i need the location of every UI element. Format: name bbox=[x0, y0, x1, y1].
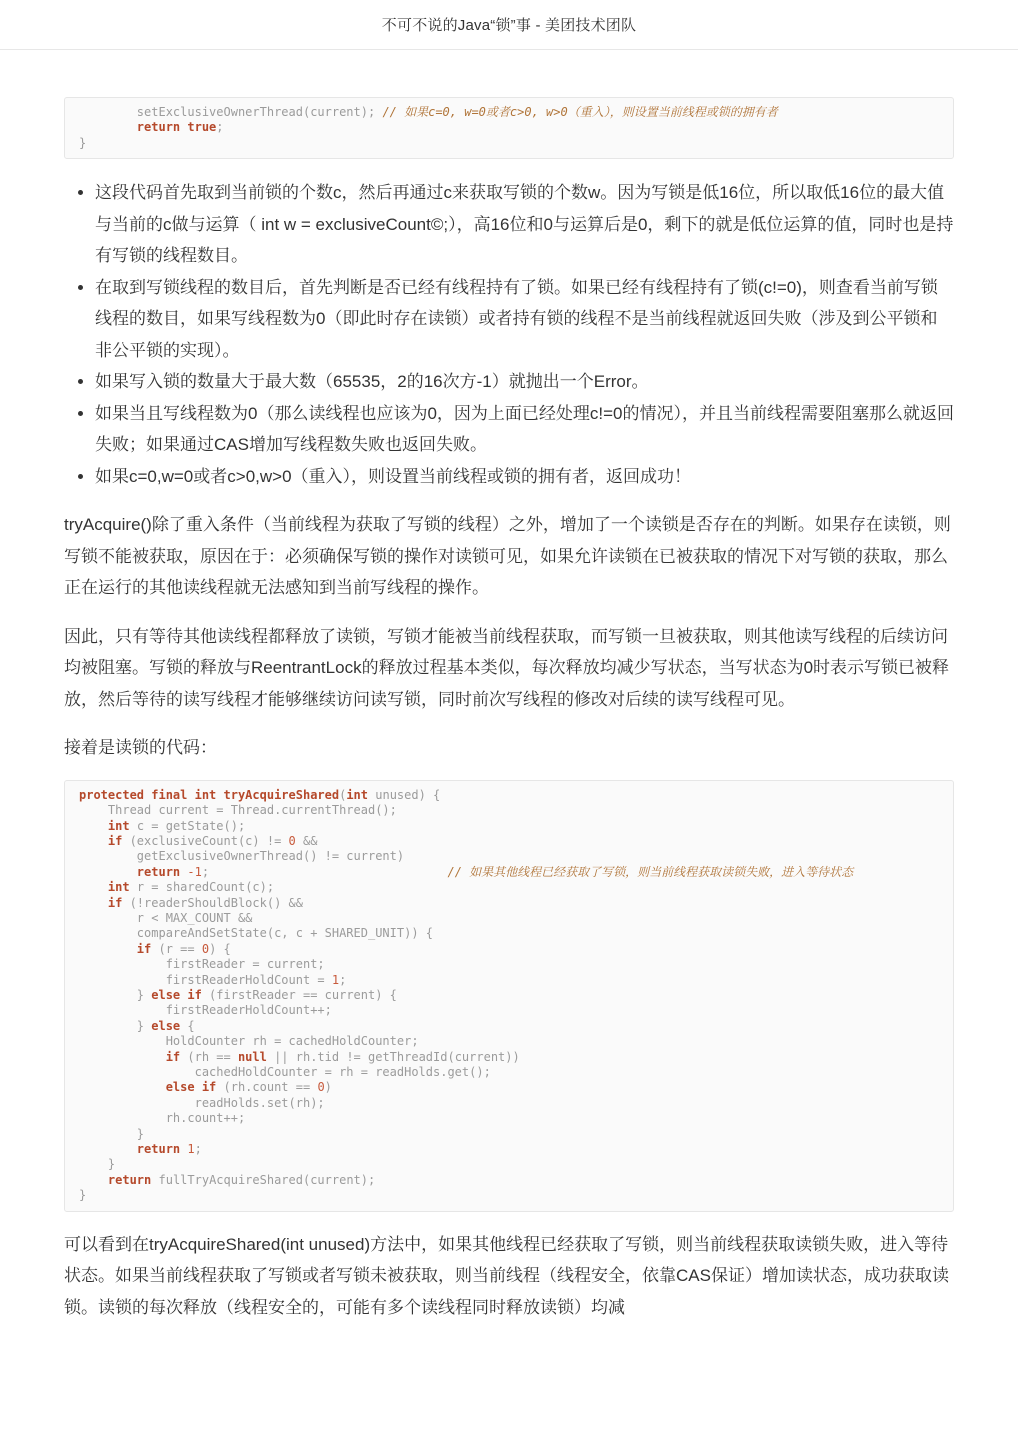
code-line: getExclusiveOwnerThread() != current) bbox=[79, 849, 405, 864]
paragraph-write-lock-release: 因此，只有等待其他读线程都释放了读锁，写锁才能被当前线程获取，而写锁一旦被获取，则其他读写线程的后续访问均被阻塞。写锁的释放与ReentrantLock的释放过程基本类似，每次释放均减少写状态，当写状态为0时表示写锁已被释放，然后等待的读写线程才能够继续访问读写锁，同时前次写线程的修改对后续的读写线程可见。 bbox=[64, 626, 950, 709]
paragraph-tryacquire: tryAcquire()除了重入条件（当前线程为获取了写锁的线程）之外，增加了一个读锁是否存在的判断。如果存在读锁，则写锁不能被获取，原因在于：必须确保写锁的操作对读锁可见，如果允许读锁在已被获取的情况下对写锁的获取，那么正在运行的其他读线程就无法感知到当前写线程的操作。 bbox=[64, 515, 951, 598]
code-block-write-lock-tail bbox=[64, 97, 954, 159]
code-line: r < MAX_COUNT && bbox=[79, 910, 253, 925]
code-line: int c = getState(); bbox=[107, 818, 246, 833]
code-line: setExclusiveOwnerThread(current); // 如果c=0, w=0或者c>0, w>0（重入），则设置当前线程或锁的拥有者 bbox=[79, 105, 778, 119]
code-line: return true; bbox=[136, 120, 224, 135]
code-line: } bbox=[79, 135, 87, 150]
list-item: • 如果当且写线程数为0（那么读线程也应该为0，因为上面已经处理c!=0的情况），并且当前线程需要阻塞那么就返回失败；如果通过CAS增加写线程数失败也返回失败。 bbox=[95, 398, 954, 461]
code-line: else if (rh.count == 0) bbox=[165, 1080, 332, 1095]
code-line: if (rh == null || rh.tid != getThreadId(current)) bbox=[165, 1049, 520, 1064]
code-line: int r = sharedCount(c); bbox=[107, 880, 275, 895]
code-line: } bbox=[79, 1188, 87, 1203]
code-line: return fullTryAcquireShared(current); bbox=[107, 1172, 376, 1187]
list-item: • 如果c=0,w=0或者c>0,w>0（重入），则设置当前线程或锁的拥有者，返回成功！ bbox=[95, 461, 954, 493]
code-line: Thread current = Thread.currentThread(); bbox=[79, 803, 397, 818]
code-line: firstReaderHoldCount = 1; bbox=[79, 972, 347, 987]
code-line: if (exclusiveCount(c) != 0 && bbox=[107, 833, 318, 848]
code-line: return -1; // 如果其他线程已经获取了写锁，则当前线程获取读锁失败，进入等待状态 bbox=[136, 864, 854, 879]
bullet-list bbox=[64, 177, 954, 492]
code-line: firstReaderHoldCount++; bbox=[79, 1003, 332, 1018]
code-line: HoldCounter rh = cachedHoldCounter; bbox=[79, 1034, 419, 1049]
code-line: if (!readerShouldBlock() && bbox=[107, 895, 303, 910]
list-item: • 在取到写锁线程的数目后，首先判断是否已经有线程持有了锁。如果已经有线程持有了锁(c!=0)，则查看当前写锁线程的数目，如果写线程数为0（即此时存在读锁）或者持有锁的线程不是当前线程就返回失败（涉及到公平锁和非公平锁的实现）。 bbox=[95, 272, 954, 367]
list-item: • 如果写入锁的数量大于最大数（65535，2的16次方-1）就抛出一个Error。 bbox=[95, 366, 954, 398]
code-line: } else { bbox=[79, 1018, 195, 1033]
page-header bbox=[0, 0, 1018, 50]
code-line: } bbox=[79, 1126, 145, 1141]
code-line: firstReader = current; bbox=[79, 957, 325, 972]
code-line: } bbox=[79, 1157, 116, 1172]
paragraph-read-lock-lead: 接着是读锁的代码： bbox=[64, 738, 217, 758]
code-line: cachedHoldCounter = rh = readHolds.get(); bbox=[79, 1065, 491, 1080]
page-title: 不可不说的Java“锁”事 - 美团技术团队 bbox=[381, 17, 637, 34]
article-content bbox=[0, 97, 1018, 1323]
code-line: protected final int tryAcquireShared(int unused) { bbox=[79, 787, 441, 802]
code-line: return 1; bbox=[136, 1142, 202, 1157]
code-line: if (r == 0) { bbox=[136, 941, 231, 956]
paragraph-tryacquireshared: 可以看到在tryAcquireShared(int unused)方法中，如果其他线程已经获取了写锁，则当前线程获取读锁失败，进入等待状态。如果当前线程获取了写锁或者写锁未被获取，则当前线程（线程安全，依靠CAS保证）增加读状态，成功获取读锁。读锁的每次释放（线程安全的，可能有多个读线程同时释放读锁）均减 bbox=[64, 1234, 949, 1317]
code-line: readHolds.set(rh); bbox=[79, 1095, 325, 1110]
list-item: • 这段代码首先取到当前锁的个数c，然后再通过c来获取写锁的个数w。因为写锁是低16位，所以取低16位的最大值与当前的c做与运算（ int w = exclusiveCount©;），高16位和0与运算后是0，剩下的就是低位运算的值，同时也是持有写锁的线程数目。 bbox=[95, 177, 954, 272]
code-line: rh.count++; bbox=[79, 1111, 246, 1126]
code-line: } else if (firstReader == current) { bbox=[79, 988, 397, 1002]
code-line: compareAndSetState(c, c + SHARED_UNIT)) { bbox=[79, 926, 434, 941]
code-block-read-lock bbox=[64, 780, 954, 1212]
